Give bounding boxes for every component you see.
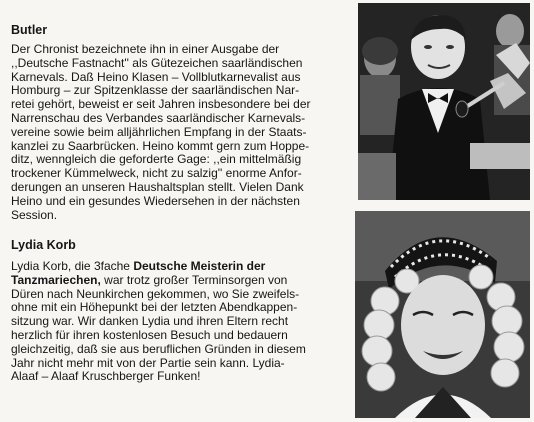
- photo-lydia-korb: [355, 211, 530, 418]
- text-line: herzlich für ihren kostenlosen Besuch und bedauern: [11, 327, 288, 342]
- text-run: Lydia Korb, die 3fache: [11, 259, 134, 273]
- text-line: Narrenschau des Verbandes saarländischer Karnevals-: [11, 110, 306, 125]
- text-line: [11, 260, 336, 274]
- text-line: Alaaf – Alaaf Kruschberger Funken!: [11, 369, 201, 384]
- text-line: Jahr nicht mehr mit von der Partie sein kann. Lydia-: [11, 355, 285, 370]
- text-line: kanzlei zu Saarbrücken. Heino kommt gern zum Hoppe-: [11, 138, 310, 153]
- text-line: ohne mit ein Höhepunkt bei der letzten Abendkappen-: [11, 300, 298, 315]
- text-line: ditz, wenngleich die geforderte Gage: ,,ein mittelmäßig: [11, 152, 302, 167]
- text-line: gleichzeitig, daß sie aus beruflichen Gründen in diesem: [11, 341, 306, 356]
- text-run: war trotz großer Terminsorgen von: [100, 272, 288, 287]
- photo-butler: [358, 3, 530, 200]
- text-line: ,,Deutsche Fastnacht'' als Gütezeichen saarländischen: [11, 55, 303, 70]
- text-line: [11, 274, 336, 288]
- bold-text-run: Deutsche Meisterin der: [133, 259, 266, 273]
- text-line: retei gehört, beweist er seit Jahren insbesondere bei der: [11, 97, 311, 112]
- text-line: Düren nach Neunkirchen gekommen, wo Sie zweifels-: [11, 286, 300, 301]
- photo-lydia-illustration: [355, 211, 530, 418]
- section-heading-butler: Butler: [11, 23, 48, 37]
- text-line: Der Chronist bezeichnete ihn in einer Ausgabe der: [11, 42, 280, 56]
- photo-butler-illustration: [358, 3, 530, 200]
- text-line: vereine sowie beim alljährlichen Empfang in der Staats-: [11, 124, 307, 139]
- butler-paragraph: [11, 43, 336, 222]
- text-line: Karnevals. Daß Heino Klasen – Vollblutkarnevalist aus: [11, 69, 301, 84]
- text-line: derungen an unseren Haushaltsplan stellt. Vielen Dank: [11, 179, 304, 194]
- lydia-paragraph: [11, 260, 336, 384]
- bold-text-run: Tanzmariechen,: [11, 272, 101, 287]
- text-line: Heino und ein gesundes Wiedersehen in der nächsten: [11, 193, 300, 208]
- text-line: sitzung war. Wir danken Lydia und ihren Eltern recht: [11, 314, 289, 329]
- text-line: Homburg – zur Spitzenklasse der saarländischen Nar-: [11, 83, 300, 98]
- text-line: Session.: [11, 207, 58, 222]
- text-line: trockener Kümmelweck, nicht zu salzig'' enorme Anfor-: [11, 166, 302, 181]
- section-heading-lydia: Lydia Korb: [11, 238, 76, 252]
